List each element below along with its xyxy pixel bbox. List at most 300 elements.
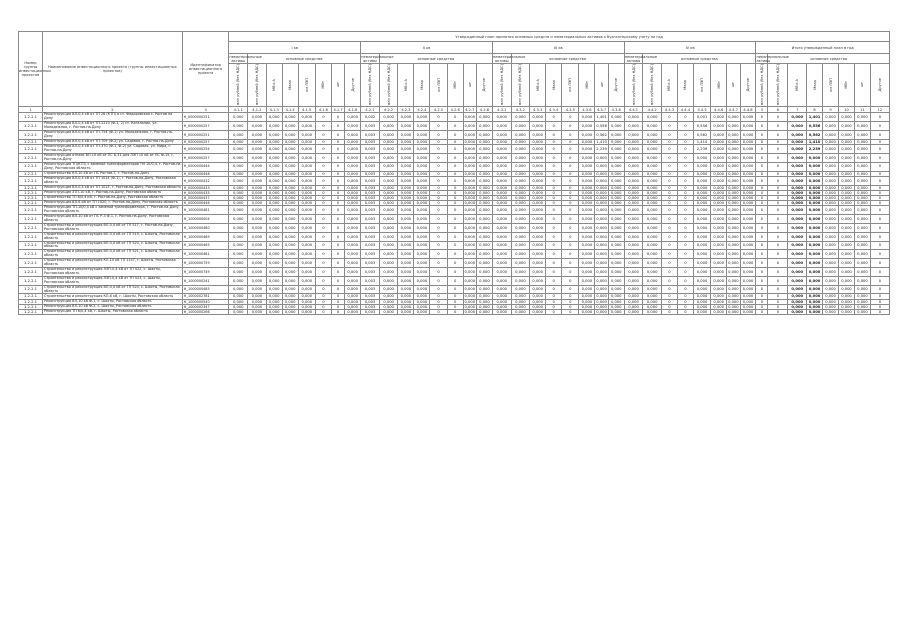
row-value: 0 [661,241,677,250]
row-value: 0,000 [476,162,492,171]
row-value: 0 [447,153,463,162]
row-total-value: 0,000 [823,215,839,224]
header-leaf: млн рублей (без НДС) [229,64,248,107]
row-total-value: 0 [870,162,889,171]
row-value: 0 [430,294,447,299]
header-leaf: Мвар [807,64,823,107]
row-project-name: Строительство и реконструкция ВЛ-0,4 кВ от ТП 521, с. Шахты, Ростовская область [42,250,182,259]
row-value: 0 [756,201,768,206]
row-value: 0,000 [608,310,624,315]
row-total-value: 0,000 [788,113,807,122]
row-value: 0 [768,153,788,162]
row-project-name: Строительство и реконструкция ВЛ-0,4 кВ от ТП 517, г. Ростов-на-Дону, Ростовская область [42,223,182,232]
row-value: 0,562 [595,131,608,140]
row-value: 0 [546,162,562,171]
row-total-value: 0,000 [839,185,855,190]
row-project-name: Реконструкция ЗТП-10 кВ, г. Ростов-на-Дону, Ростовская область [42,190,182,195]
row-value: 0 [546,241,562,250]
header-leaf: Другое [476,64,492,107]
row-value: 0 [756,310,768,315]
row-total-value: 0,000 [839,215,855,224]
row-value: 0,000 [643,185,662,190]
row-value: 0,000 [693,176,710,185]
row-total-value: 0,000 [839,294,855,299]
row-value: 0,000 [711,215,727,224]
row-value: 0 [315,171,331,176]
row-value: 0 [562,206,579,215]
row-value: 0,000 [414,304,430,309]
row-value: 0,000 [282,232,298,241]
row-group-number: 1.2.2.1 [19,276,43,285]
row-value: 0 [331,304,344,309]
row-group-number: 1.2.2.1 [19,145,43,154]
header-column-number: 4.2.1 [361,107,380,113]
row-value: 0,000 [643,153,662,162]
row-value: 0,000 [229,215,248,224]
row-value: 0,000 [492,259,511,268]
row-value: 0,000 [511,171,530,176]
row-value: 0,000 [579,268,595,277]
row-value: 0,000 [345,131,361,140]
row-project-name: Строительство КЛ-10 кВ от ПС Ростов-Т, г. Ростов-на-Дону [42,171,182,176]
row-total-value: 0,000 [839,195,855,200]
row-value: 0,000 [608,268,624,277]
row-total-value: 0,000 [854,259,870,268]
row-value: 0,000 [624,201,643,206]
row-value: 0,000 [693,162,710,171]
header-plan-caption: Утвержденный план принятия основных средств и нематериальных активов к бухгалтерскому учету на год [229,32,890,42]
row-value: 0,000 [379,190,398,195]
row-value: 0,000 [727,215,740,224]
row-value: 0,000 [492,195,511,200]
row-total-value: 0,000 [807,215,823,224]
row-total-value: 0,000 [823,310,839,315]
row-value: 0,003 [361,190,380,195]
row-value: 0,000 [711,223,727,232]
row-value: 0 [315,176,331,185]
row-value: 0,000 [727,223,740,232]
header-leaf: Мвар [677,64,693,107]
row-group-number: 1.2.2.1 [19,259,43,268]
row-value: 0,003 [361,310,380,315]
row-value: 0,000 [398,268,414,277]
row-value: 0,000 [266,145,282,154]
row-value: 0 [315,190,331,195]
row-value: 0,000 [379,162,398,171]
row-value: 0 [562,215,579,224]
row-value: 0 [677,299,693,304]
row-value: 0,000 [248,113,267,122]
row-value: 0,000 [727,162,740,171]
row-value: 0 [331,139,344,144]
row-value: 0,000 [398,223,414,232]
row-value: 0 [430,162,447,171]
row-value: 0,000 [476,145,492,154]
row-value: 0 [768,294,788,299]
row-total-value: 0 [870,259,889,268]
row-project-id: Н_1000000481 [182,206,229,215]
row-value: 0,000 [740,259,756,268]
row-group-number: 1.2.2.1 [19,201,43,206]
row-total-value: 0 [870,153,889,162]
row-total-value: 0 [870,171,889,176]
row-value: 0 [756,259,768,268]
row-value: 0 [546,201,562,206]
row-value: 0,000 [727,206,740,215]
row-value: 0 [315,122,331,131]
row-value: 0,000 [476,259,492,268]
row-value: 0 [661,232,677,241]
header-nma: нематериальные активы [229,54,262,63]
row-value: 0,000 [398,259,414,268]
row-value: 0,000 [379,310,398,315]
row-total-value: 0,000 [854,215,870,224]
row-value: 0,000 [596,185,607,190]
row-value: 0,000 [414,185,430,190]
row-value: 0,000 [229,145,248,154]
row-value: 0,000 [476,139,492,144]
row-value: 0,000 [229,310,248,315]
row-value: 0 [661,259,677,268]
row-value: 0,000 [643,190,662,195]
row-value: 0,000 [728,310,739,315]
row-total-value: 0,000 [854,176,870,185]
row-total-value: 0,000 [854,285,870,294]
row-value: 0 [546,310,562,315]
row-value: 0,000 [530,310,546,315]
row-value: 0,000 [608,201,624,206]
row-value: 0,000 [643,250,662,259]
row-value: 0,000 [595,276,608,285]
row-value: 0 [315,241,331,250]
row-total-value: 0,000 [854,201,870,206]
row-total-value: 0,000 [807,250,823,259]
row-project-id: Н_0000000257 [182,122,229,131]
row-total-value: 0,000 [807,232,823,241]
row-value: 0 [315,145,331,154]
header-column-number: 8 [807,107,823,113]
header-column-number: 4.3.2 [511,107,530,113]
row-value: 0 [315,285,331,294]
row-project-id: Н_1000000465 [182,241,229,250]
row-value: 0,000 [463,113,476,122]
row-value: 0,000 [345,195,361,200]
row-value: 0,003 [361,285,380,294]
row-value: 0 [331,215,344,224]
row-total-value: 0,000 [839,232,855,241]
row-project-name: Строительство и реконструкция ЛЭП-0,4 кВ от ТП 523, с. Шахты, Ростовская область [42,276,182,285]
row-value: 0,000 [624,153,643,162]
row-value: 0,000 [345,122,361,131]
row-value: 0,000 [492,304,511,309]
row-value: 0 [430,190,447,195]
row-value: 0,000 [492,162,511,171]
header-leaf: Мвар [546,64,562,107]
row-value: 0 [768,122,788,131]
row-value: 0,000 [266,310,282,315]
row-value: 0,000 [579,310,595,315]
row-value: 0 [677,223,693,232]
row-value: 0,000 [398,276,414,285]
row-value: 0 [430,171,447,176]
row-value: 0,000 [711,294,727,299]
row-total-value: 0,000 [807,206,823,215]
row-value: 0,000 [643,206,662,215]
row-total-value: 0,000 [854,232,870,241]
row-value: 0,000 [379,145,398,154]
row-value: 0,000 [530,232,546,241]
row-total-value: 0,000 [807,162,823,171]
row-project-id: Н_0000000448 [182,171,229,176]
row-value: 0 [677,232,693,241]
row-value: 0,000 [464,304,476,309]
row-total-value: 0,000 [788,294,807,299]
row-value: 0,000 [463,268,476,277]
header-quarter-2: II кв [361,42,493,54]
row-value: 0,000 [595,153,608,162]
row-total-value: 0,000 [788,145,807,154]
row-value: 0,000 [282,145,298,154]
row-value: 0,000 [476,294,492,299]
row-value: 0,000 [643,276,662,285]
row-value: 0,000 [298,113,315,122]
row-value: 0,000 [711,195,727,200]
row-value: 0,000 [398,299,414,304]
row-value: 0 [447,285,463,294]
header-column-number: 4.1.4 [282,107,298,113]
row-value: 0,003 [361,250,380,259]
row-value: 0,000 [511,250,530,259]
row-total-value: 0,000 [823,185,839,190]
row-total-value: 0,000 [823,162,839,171]
row-value: 0,000 [476,310,492,315]
row-value: 0 [562,190,579,195]
row-value: 0,000 [511,241,530,250]
row-value: 0 [756,215,768,224]
row-total-value: 0,000 [839,131,855,140]
row-total-value: 0,000 [823,304,839,309]
row-value: 0,000 [282,190,298,195]
row-group-number: 1.2.2.1 [19,310,43,315]
row-total-value: 0,000 [839,162,855,171]
row-value: 0 [756,232,768,241]
row-value: 0 [447,304,463,309]
row-value: 0 [546,276,562,285]
row-value: 0,000 [579,122,595,131]
row-project-name: Реконструкция ВЛ-0,4 кВ от ТП-2220 (Ф-1, 2) ст. Кагальник, ул. Молодежная, г. Ростов-на-Дону [42,122,182,131]
row-value: 0,000 [740,215,756,224]
row-value: 0,000 [282,299,298,304]
row-value: 0,000 [282,139,298,144]
row-total-value: 0,000 [823,268,839,277]
row-value: 0,000 [282,122,298,131]
row-value: 0,000 [298,190,315,195]
row-value: 0 [756,176,768,185]
row-total-value: 0,000 [788,185,807,190]
row-value: 0,000 [511,206,530,215]
row-value: 0 [756,171,768,176]
row-total-value: 0,000 [788,153,807,162]
row-value: 0 [661,113,677,122]
row-value: 0,000 [711,232,727,241]
row-value: 0 [677,250,693,259]
row-value: 0,000 [414,113,430,122]
row-value: 0,000 [693,232,710,241]
row-value: 0 [562,139,579,144]
row-value: 0,000 [398,195,414,200]
row-value: 0,000 [511,299,530,304]
row-value: 0 [447,310,463,315]
row-value: 0 [677,153,693,162]
row-value: 0 [430,232,447,241]
row-value: 0,000 [492,241,511,250]
row-value: 0,000 [492,232,511,241]
row-value: 0,000 [298,276,315,285]
row-value: 0 [331,250,344,259]
row-value: 0,000 [624,276,643,285]
row-value: 0 [331,145,344,154]
header-leaf: Мвар [282,64,298,107]
row-total-value: 0,000 [788,195,807,200]
row-project-id: Н_0000000257 [182,139,229,144]
row-value: 0,000 [530,162,546,171]
row-value: 0,000 [248,171,267,176]
row-value: 0,000 [282,185,298,190]
row-value: 0,000 [298,162,315,171]
row-value: 0 [546,122,562,131]
header-leaf: км ЛЭП [562,64,579,107]
row-value: 0,000 [266,268,282,277]
row-value: 0,000 [398,162,414,171]
row-value: 0,000 [379,131,398,140]
row-value: 0,000 [229,268,248,277]
row-total-value: 0,000 [839,145,855,154]
row-value: 0,000 [608,299,624,304]
row-value: 0,000 [398,241,414,250]
row-value: 0,000 [298,310,315,315]
row-value: 0,000 [693,223,710,232]
row-value: 0,000 [398,145,414,154]
row-value: 0,000 [476,276,492,285]
row-value: 0,000 [579,185,595,190]
table-row [19,223,890,232]
row-value: 0,000 [229,294,248,299]
row-value: 0,000 [379,113,398,122]
row-value: 0,000 [229,122,248,131]
row-total-value: 0,000 [839,276,855,285]
row-value: 0,000 [464,299,476,304]
row-value: 0,000 [740,171,756,176]
row-value: 0 [768,190,788,195]
row-value: 0 [562,176,579,185]
row-value: 0,000 [282,131,298,140]
row-value: 0,000 [345,223,361,232]
row-value: 0 [430,268,447,277]
row-value: 0 [677,215,693,224]
row-value: 0,000 [511,145,530,154]
row-value: 0,000 [595,215,608,224]
row-value: 0,000 [398,294,414,299]
row-value: 0,000 [248,304,267,309]
row-total-value: 0,000 [823,190,839,195]
row-value: 0,000 [345,185,361,190]
row-total-value: 0,000 [854,113,870,122]
header-column-number: 4.4.1 [624,107,643,113]
row-value: 0,000 [579,139,595,144]
row-value: 0,000 [740,276,756,285]
row-project-id: Н_1000000759 [182,259,229,268]
row-total-value: 0 [870,294,889,299]
row-value: 0 [315,294,331,299]
row-total-value: 0 [870,139,889,144]
row-total-value: 0,000 [823,176,839,185]
row-value: 0,000 [624,122,643,131]
row-value: 0,000 [298,223,315,232]
row-value: 0 [315,232,331,241]
row-value: 0,003 [361,268,380,277]
row-value: 0,000 [266,250,282,259]
row-value: 0 [768,201,788,206]
row-value: 0,000 [476,195,492,200]
row-value: 0,000 [693,171,710,176]
row-value: 0,000 [728,299,739,304]
row-value: 0,000 [624,241,643,250]
row-value: 0,000 [530,215,546,224]
row-total-value: 0,000 [788,122,807,131]
row-value: 0 [562,223,579,232]
row-value: 0,000 [298,131,315,140]
row-value: 0,000 [398,139,414,144]
row-value: 0,000 [740,232,756,241]
row-total-value: 0,000 [854,139,870,144]
row-value: 0,000 [379,232,398,241]
row-value: 0 [768,176,788,185]
row-value: 0 [430,139,447,144]
row-value: 2,239 [693,145,710,154]
row-value: 0,000 [229,153,248,162]
header-leaf: шт [595,64,608,107]
row-value: 0,000 [492,113,511,122]
row-value: 0 [546,171,562,176]
row-value: 0,002 [361,113,380,122]
row-value: 0,000 [282,268,298,277]
row-value: 0,000 [511,195,530,200]
row-value: 0,003 [361,299,380,304]
header-leaf: МВт [711,64,727,107]
row-value: 0 [546,113,562,122]
row-value: 0,000 [624,250,643,259]
row-value: 0,000 [711,276,727,285]
header-column-number: 4.1.5 [298,107,315,113]
row-total-value: 0,000 [854,250,870,259]
row-value: 0 [331,201,344,206]
row-value: 0,000 [229,139,248,144]
row-group-number: 1.2.2.1 [19,176,43,185]
row-value: 0,000 [530,299,546,304]
header-leaf: Мвар [414,64,430,107]
row-value: 0,000 [229,223,248,232]
row-value: 0,000 [345,241,361,250]
row-project-name: Реконструкция ВЛ-10 кВ Ф-1, с. Шахты, Ростовская область [42,299,182,304]
row-total-value: 0,000 [839,176,855,185]
row-value: 0,000 [624,176,643,185]
row-value: 0,000 [608,171,624,176]
row-project-id: Н_0000000444 [182,162,229,171]
row-value: 0,000 [464,201,476,206]
row-value: 0,000 [492,145,511,154]
header-leaf: млн рублей (без НДС) [643,64,662,107]
row-total-value: 0 [870,268,889,277]
